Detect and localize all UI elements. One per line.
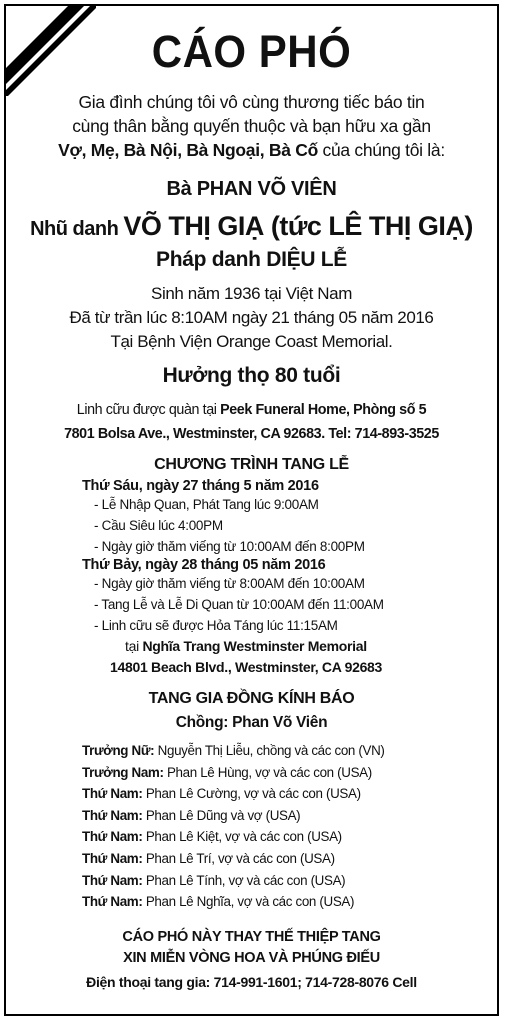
family-phone: Điện thoại tang gia: 714-991-1601; 714-728-8076 Cell (86, 973, 417, 990)
day-1-item: - Ngày giờ thăm viếng từ 10:00AM đến 8:00PM (94, 539, 365, 554)
day-1-item: - Cầu Siêu lúc 4:00PM (94, 518, 223, 533)
member-name: Phan Lê Trí, vợ và các con (USA) (142, 850, 335, 866)
age-line: Hưởng thọ 80 tuổi (162, 364, 341, 387)
program-schedule (6, 478, 497, 678)
passing-line: Đã từ trần lúc 8:10AM ngày 21 tháng 05 năm 2016 (69, 308, 434, 327)
husband-line: Chồng: Phan Võ Viên (175, 714, 328, 731)
member-role: Thứ Nam: (82, 872, 143, 888)
day-2-items (82, 573, 497, 636)
dharma-name: DIỆU LỄ (266, 248, 347, 271)
day-1-items (82, 494, 497, 557)
family-members (6, 740, 497, 913)
day-2-item: - Tang Lễ và Lễ Di Quan từ 10:00AM đến 11:00AM (94, 597, 384, 612)
footer-line-2: XIN MIỄN VÒNG HOA VÀ PHÚNG ĐIẾU (123, 949, 380, 966)
family-member (82, 762, 497, 784)
member-role: Trưởng Nam: (82, 764, 164, 780)
family-member (82, 740, 497, 762)
member-name: Phan Lê Cường, vợ và các con (USA) (142, 786, 361, 802)
family-member (82, 826, 497, 848)
member-role: Thứ Nam: (82, 894, 143, 910)
family-member (82, 805, 497, 827)
day-2-label: Thứ Bảy, ngày 28 tháng 05 năm 2016 (82, 557, 326, 573)
member-name: Phan Lê Hùng, vợ và các con (USA) (163, 764, 372, 780)
family-title: TANG GIA ĐỒNG KÍNH BÁO (148, 690, 355, 707)
day-2-item: - Linh cữu sẽ được Hỏa Táng lúc 11:15AM (94, 618, 338, 633)
intro-line-1: Gia đình chúng tôi vô cùng thương tiếc báo tin (78, 92, 425, 112)
burial-address: 14801 Beach Blvd., Westminster, CA 92683 (110, 659, 383, 675)
footer-line-1: CÁO PHÓ NÀY THAY THẾ THIỆP TANG (122, 928, 381, 945)
member-role: Thứ Nam: (82, 829, 143, 845)
family-member (82, 783, 497, 805)
member-role: Thứ Nam: (82, 786, 143, 802)
day-1-item: - Lễ Nhập Quan, Phát Tang lúc 9:00AM (94, 497, 319, 512)
venue-name: Peek Funeral Home, Phòng số 5 (220, 402, 427, 418)
family-member (82, 848, 497, 870)
life-facts (6, 282, 497, 354)
member-role: Thứ Nam: (82, 850, 143, 866)
dharma-prefix: Pháp danh (156, 248, 267, 271)
venue-address: 7801 Bolsa Ave., Westminster, CA 92683. Tel: 714-893-3525 (64, 426, 439, 442)
birth-line: Sinh năm 1936 tại Việt Nam (151, 284, 352, 303)
burial-name: Nghĩa Trang Westminster Memorial (142, 638, 367, 654)
maiden-name: VÕ THỊ GIẠ (tức LÊ THỊ GIẠ) (123, 211, 473, 241)
member-name: Phan Lê Tính, vợ và các con (USA) (142, 872, 346, 888)
maiden-prefix: Nhũ danh (30, 218, 124, 240)
venue-block (6, 398, 497, 446)
venue-prefix: Linh cữu được quàn tại (76, 402, 221, 418)
member-name: Nguyễn Thị Liễu, chồng và các con (VN) (154, 743, 385, 758)
member-name: Phan Lê Nghĩa, vợ và các con (USA) (142, 894, 355, 910)
passing-place: Tại Bệnh Viện Orange Coast Memorial. (110, 332, 393, 351)
maiden-name-line (6, 211, 497, 242)
page-title: CÁO PHÓ (151, 26, 352, 77)
intro-line-3-rest: của chúng tôi là: (317, 140, 445, 160)
intro-text (6, 90, 497, 162)
family-member (82, 870, 497, 892)
venue-line (6, 398, 497, 422)
relations-text: Vợ, Mẹ, Bà Nội, Bà Ngoại, Bà Cố (58, 140, 318, 160)
member-role: Trưởng Nữ: (82, 743, 155, 758)
program-title: CHƯƠNG TRÌNH TANG LỄ (154, 456, 349, 473)
member-role: Thứ Nam: (82, 807, 143, 823)
burial-prefix: tại (125, 638, 143, 654)
burial-line (82, 636, 497, 657)
member-name: Phan Lê Kiệt, vợ và các con (USA) (142, 829, 342, 845)
dharma-name-line (6, 248, 497, 272)
day-1-label: Thứ Sáu, ngày 27 tháng 5 năm 2016 (82, 478, 319, 494)
intro-line-3 (6, 138, 497, 162)
family-member (82, 891, 497, 913)
member-name: Phan Lê Dũng và vợ (USA) (142, 807, 301, 823)
obituary-card (4, 4, 499, 1016)
day-2-item: - Ngày giờ thăm viếng từ 8:00AM đến 10:00AM (94, 576, 365, 591)
intro-line-2: cùng thân bằng quyến thuộc và bạn hữu xa gần (72, 116, 431, 136)
deceased-name: Bà PHAN VÕ VIÊN (166, 178, 337, 200)
